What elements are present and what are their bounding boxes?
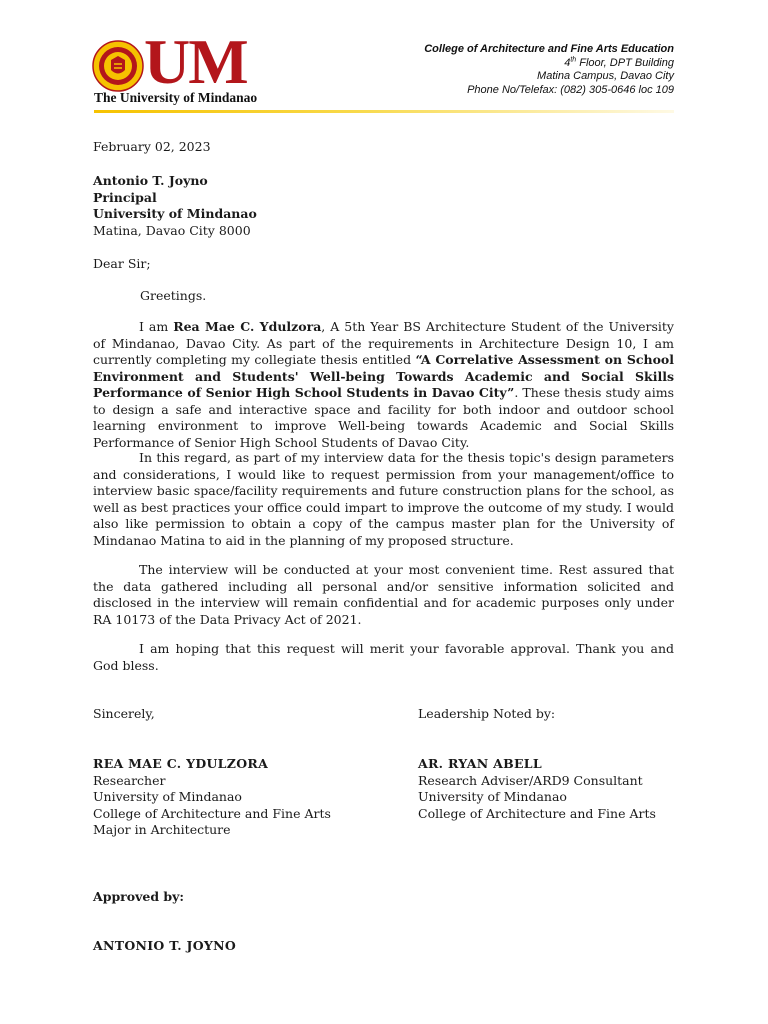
closing-sincerely: Sincerely, [93,706,155,721]
university-logo [92,26,272,108]
approved-by-label: Approved by: [93,889,185,904]
floor-suffix: th [570,55,577,63]
researcher-institution: University of Mindanao [93,789,242,804]
greeting: Greetings. [140,288,207,303]
adviser-institution: University of Mindanao [418,789,567,804]
recipient-institution: University of Mindanao [93,206,257,221]
signatory-adviser [418,756,656,822]
salutation: Dear Sir; [93,256,151,271]
p1-lead: I am [139,319,174,334]
campus-line: Matina Campus, Davao City [537,70,674,82]
adviser-college: College of Architecture and Fine Arts [418,805,656,821]
recipient-address: Matina, Davao City 8000 [93,222,251,238]
phone-line: Phone No/Telefax: (082) 305-0646 loc 109 [467,83,674,96]
researcher-college: College of Architecture and Fine Arts [93,805,331,821]
researcher-name: REA MAE C. YDULZORA [93,756,269,771]
floor-number: 4 [564,56,571,69]
p1-middle: , A 5th Year BS Architecture Student of the University of Mindanao, Davao City. As part of the requirements in Architecture Design 10, I am currently completing my collegiate thesis entitled [93,319,674,367]
floor-rest: Floor, DPT Building [576,56,674,69]
recipient-position: Principal [93,189,157,205]
university-name: The University of Mindanao [94,90,258,105]
thesis-title: “A Correlative Assessment on School Environment and Students' Well-being Towards Academic and Social Skills Performance of Senior High School Students in Davao City” [93,352,674,400]
closing-noted-by: Leadership Noted by: [418,706,556,721]
building-line [424,57,674,71]
university-seal-icon [92,40,144,92]
approver-name: ANTONIO T. JOYNO [93,938,237,953]
paragraph-intro [93,319,674,451]
adviser-role: Research Adviser/ARD9 Consultant [418,772,643,788]
letterhead-divider [94,110,674,113]
student-name: Rea Mae C. Ydulzora [173,319,322,334]
college-name: College of Architecture and Fine Arts Education [424,43,674,55]
adviser-name: AR. RYAN ABELL [418,756,542,771]
recipient-block [93,173,257,239]
letterhead-contact [424,43,674,97]
recipient-name: Antonio T. Joyno [93,173,208,188]
researcher-major: Major in Architecture [93,822,231,837]
paragraph-closing: I am hoping that this request will merit your favorable approval. Thank you and God bless. [93,641,674,673]
logo-letters: UM [144,26,247,97]
signatory-researcher [93,756,331,839]
researcher-role: Researcher [93,772,166,788]
p1-end: . These thesis study aims to design a safe and interactive space and facility for both indoor and outdoor school learning environment to improve Well-being towards Academic and Social Skills Performance of Senior High School Students of Davao City. [93,385,674,450]
paragraph-privacy: The interview will be conducted at your most convenient time. Rest assured that the data gathered including all personal and/or sensitive information solicited and disclosed in the interview will remain confidential and for academic purposes only under RA 10173 of the Data Privacy Act of 2021. [93,562,674,627]
paragraph-request: In this regard, as part of my interview data for the thesis topic's design parameters and considerations, I would like to request permission from your management/office to interview basic space/facility requirements and future construction plans for the school, as well as best practices your office could impart to improve the outcome of my study. I would also like permission to obtain a copy of the campus master plan for the University of Mindanao Matina to aid in the planning of my proposed structure. [93,450,674,548]
letter-date: February 02, 2023 [93,139,211,154]
